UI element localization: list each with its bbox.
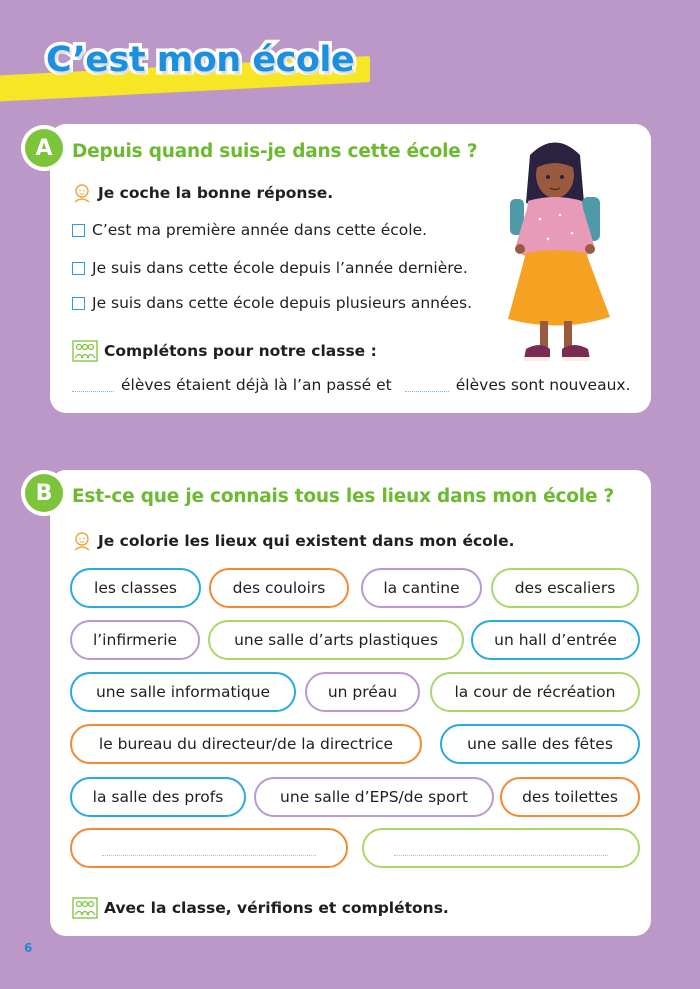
- checkbox-icon[interactable]: [72, 262, 85, 275]
- blank-place-pill[interactable]: [70, 828, 348, 868]
- section-b-class-row: [72, 897, 449, 919]
- fill-blank-1[interactable]: [72, 378, 114, 392]
- section-b-badge: [21, 470, 67, 516]
- fill-text-1: élèves étaient déjà là l’an passé et: [121, 376, 392, 394]
- section-a-class-row: [72, 340, 377, 362]
- section-a-title: Depuis quand suis-je dans cette école ?: [72, 141, 478, 162]
- section-b-letter: B: [25, 474, 63, 512]
- blank-fill-line: [394, 844, 608, 856]
- place-pill[interactable]: des couloirs: [209, 568, 349, 608]
- place-pill[interactable]: une salle informatique: [70, 672, 296, 712]
- fill-sentence: [72, 376, 631, 394]
- section-b-instruction: Je colorie les lieux qui existent dans mon école.: [98, 532, 515, 550]
- blank-fill-line: [102, 844, 316, 856]
- section-a-letter: A: [25, 129, 63, 167]
- place-pill[interactable]: une salle des fêtes: [440, 724, 640, 764]
- girl-illustration: [500, 135, 610, 371]
- option-row-3[interactable]: [72, 294, 472, 312]
- place-pill[interactable]: des toilettes: [500, 777, 640, 817]
- section-a-instruction: Je coche la bonne réponse.: [98, 184, 334, 202]
- option-label: Je suis dans cette école depuis l’année dernière.: [92, 259, 468, 277]
- class-group-icon: [72, 340, 98, 362]
- page-title: C’est mon école: [46, 40, 355, 80]
- place-pill[interactable]: une salle d’EPS/de sport: [254, 777, 494, 817]
- fill-text-2: élèves sont nouveaux.: [455, 376, 631, 394]
- option-row-2[interactable]: [72, 259, 468, 277]
- place-pill[interactable]: la cour de récréation: [430, 672, 640, 712]
- place-pill[interactable]: des escaliers: [491, 568, 639, 608]
- option-label: Je suis dans cette école depuis plusieurs années.: [92, 294, 473, 312]
- place-pill[interactable]: un préau: [305, 672, 420, 712]
- page-title-banner: [0, 32, 380, 102]
- place-pill[interactable]: le bureau du directeur/de la directrice: [70, 724, 422, 764]
- place-pill[interactable]: la salle des profs: [70, 777, 246, 817]
- place-pill[interactable]: les classes: [70, 568, 201, 608]
- checkbox-icon[interactable]: [72, 224, 85, 237]
- option-row-1[interactable]: [72, 221, 427, 239]
- child-face-icon: [72, 531, 92, 551]
- place-pill[interactable]: la cantine: [361, 568, 482, 608]
- place-pill[interactable]: un hall d’entrée: [471, 620, 640, 660]
- option-label: C’est ma première année dans cette école.: [92, 221, 428, 239]
- section-b-title: Est-ce que je connais tous les lieux dans mon école ?: [72, 486, 615, 507]
- place-pill[interactable]: une salle d’arts plastiques: [208, 620, 464, 660]
- place-pill[interactable]: l’infirmerie: [70, 620, 200, 660]
- class-group-icon: [72, 897, 98, 919]
- section-b-instruction-row: [72, 531, 515, 551]
- section-a-instruction-row: [72, 183, 333, 203]
- child-face-icon: [72, 183, 92, 203]
- section-a-badge: [21, 125, 67, 171]
- page-number: 6: [24, 941, 33, 955]
- section-a-class-instruction: Complétons pour notre classe :: [104, 342, 377, 360]
- checkbox-icon[interactable]: [72, 297, 85, 310]
- section-b-class-instruction: Avec la classe, vérifions et complétons.: [104, 899, 449, 917]
- fill-blank-2[interactable]: [405, 378, 449, 392]
- blank-place-pill[interactable]: [362, 828, 640, 868]
